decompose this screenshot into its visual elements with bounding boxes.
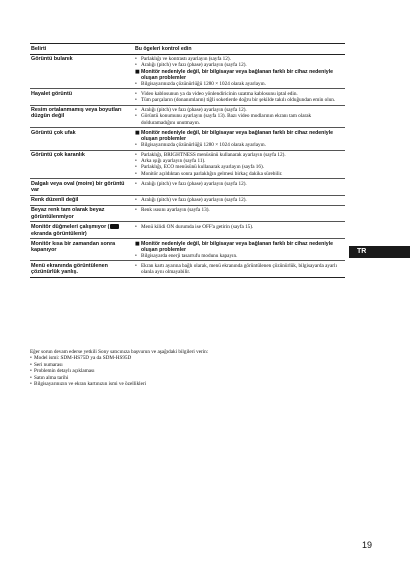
bullet-icon: • xyxy=(135,56,137,63)
check-item-text: Renk ısısını ayarlayın (sayfa 13). xyxy=(141,207,210,214)
check-item-text: Bilgisayarınızda çözünürlüğü 1280 × 1024 olarak ayarlayın. xyxy=(141,80,266,87)
table-header xyxy=(30,44,345,55)
table-row xyxy=(30,222,345,239)
table-row xyxy=(30,151,345,180)
symptom-cell: Hayalet görüntü xyxy=(31,90,73,97)
bullet-icon: • xyxy=(135,152,137,159)
check-item xyxy=(135,81,345,87)
check-item xyxy=(135,253,345,259)
troubleshooting-table xyxy=(30,43,345,278)
symptom-cell: Menü ekranında görüntülenen çözünürlük yanlış. xyxy=(31,262,108,276)
table-row xyxy=(30,261,345,276)
table-row xyxy=(30,179,345,195)
language-tab: TR xyxy=(349,246,410,258)
check-cell xyxy=(135,91,345,103)
check-item-text: Aralığı (pitch) ve fazı (phase) ayarlayın (sayfa 12). xyxy=(141,180,247,187)
check-cell xyxy=(135,107,345,126)
check-cell xyxy=(135,197,345,203)
bullet-icon: • xyxy=(135,141,137,148)
bullet-icon: • xyxy=(30,374,32,381)
bullet-icon: • xyxy=(135,170,137,177)
bullet-icon: • xyxy=(30,361,32,368)
check-item-text: Menü kilidi ON durumda ise OFF'a getirin (sayfa 15). xyxy=(141,223,254,230)
check-item xyxy=(135,142,345,148)
bullet-icon: • xyxy=(135,223,137,230)
bullet-icon: • xyxy=(135,262,137,269)
check-item-text: Parlaklığı, ECO menüsünü kullanarak ayarlayın (sayfa 16). xyxy=(141,164,265,171)
symptom-cell: Beyaz renk tam olarak beyaz görüntülenmiyor xyxy=(31,207,105,220)
check-item-text: Tüm parçaların (donanımların) tiğli soketlerde doğru bir şekilde takılı olduğundan emin olun. xyxy=(141,97,336,104)
bullet-icon: • xyxy=(135,90,137,97)
check-item-text: Arka ışığı ayarlayın (sayfa 11). xyxy=(141,158,206,165)
lock-icon xyxy=(110,224,119,229)
bullet-icon: • xyxy=(135,62,137,69)
symptom-cell: Görüntü çok karanlık xyxy=(31,152,85,159)
footer-intro: Eğer sorun devam ederse yetkili Sony satıcınıza başvurun ve aşağıdaki bilgileri verin: xyxy=(30,349,209,355)
check-item xyxy=(135,263,345,275)
bullet-icon: • xyxy=(135,158,137,165)
footer-item-text: Problemin detaylı açıklaması xyxy=(34,368,95,375)
symptom-text: Monitör düğmeleri çalışmıyor ( xyxy=(31,224,120,230)
check-cell xyxy=(135,207,345,219)
bullet-icon: • xyxy=(135,107,137,114)
check-cell xyxy=(135,224,345,237)
check-item-text: Bilgisayarınızda çözünürlüğü 1280 × 1024 olarak ayarlayın. xyxy=(141,141,266,148)
check-item-text: Parlaklığı, BRIGHTNESS menüsünü kullanarak ayarlayın (sayfa 12). xyxy=(141,152,286,159)
bullet-icon: • xyxy=(135,180,137,187)
check-item-text: Görüntü konumunu ayarlayın (sayfa 13). Bazı video modlarının ekranı tam olarak dolduramadığını unutmayın. xyxy=(141,113,312,126)
bullet-icon: • xyxy=(135,197,137,204)
page-number: 19 xyxy=(362,540,373,550)
symptom-cell: Renk düzenli değil xyxy=(31,197,79,204)
table-row xyxy=(30,239,345,261)
square-bullet-icon: ■ xyxy=(135,129,140,136)
footer-item-text: Model ismi: SDM-HS75D ya da SDM-HS95D xyxy=(34,355,132,362)
footer-item-text: Satın alma tarihi xyxy=(34,374,69,381)
check-item-text: Parlaklığı ve kontrastı ayarlayın (sayfa 12). xyxy=(141,56,231,63)
symptom-cell: Resim ortalanmamış veya boyutları düzgün değil xyxy=(31,107,122,120)
footer-item-text: Seri numarası xyxy=(34,361,63,368)
symptom-cell: Monitör düğmeleri çalışmıyor ( ekranda görüntülenir) xyxy=(30,224,135,237)
bullet-icon: • xyxy=(30,368,32,375)
footer-list xyxy=(30,355,320,387)
bullet-icon: • xyxy=(135,164,137,171)
table-row xyxy=(30,196,345,206)
bullet-icon: • xyxy=(30,355,32,362)
cause-heading xyxy=(135,130,345,142)
check-cell xyxy=(135,263,345,275)
cause-heading xyxy=(135,69,345,81)
check-item-text: Aralığı (pitch) ve fazı (phase) ayarlayın (sayfa 12). xyxy=(141,107,247,114)
check-item xyxy=(135,181,345,187)
check-item-text: Video kablosunun ya da video yönlendiricinin uzatma kablosunu iptal edin. xyxy=(141,90,298,97)
bullet-icon: • xyxy=(135,97,137,104)
square-bullet-icon: ■ xyxy=(135,68,140,75)
header-check: Bu ögeleri kontrol edin xyxy=(135,46,192,52)
check-item xyxy=(135,171,345,177)
symptom-cell: Dalgalı veya oval (moire) bir görüntü var xyxy=(31,180,125,194)
symptom-cell: Görüntü çok ufak xyxy=(31,129,76,136)
footer-item-text: Bilgisayarınızın ve ekran kartınızın ismi ve özellikleri xyxy=(34,381,147,388)
check-item-text: Bilgisayarda enerji tasarrufu modunu kapayın. xyxy=(141,252,238,259)
header-symptom: Belirti xyxy=(31,46,47,52)
check-item-text: Aralığı (pitch) ve fazı (phase) ayarlayın (sayfa 12). xyxy=(141,197,247,204)
table-row xyxy=(30,128,345,150)
check-item-text: Ekran kartı ayarına bağlı olarak, menü ekranında görüntülenen çözünürlük, bilgisayarda ayarlı olanla aynı olmayabilir. xyxy=(141,262,337,276)
check-item-text: Monitör nedeniyle değil, bir bilgisayar veya bağlanan farklı bir cihaz nedeniyle oluşan problemler xyxy=(141,129,333,142)
square-bullet-icon: ■ xyxy=(135,240,140,247)
table-row xyxy=(30,106,345,129)
symptom-cell: Görüntü bulanık xyxy=(31,56,73,63)
check-item xyxy=(135,207,345,213)
check-item xyxy=(135,97,345,103)
bullet-icon: • xyxy=(135,80,137,87)
table-body xyxy=(30,55,345,277)
check-cell xyxy=(135,130,345,148)
check-item-text: Monitör nedeniyle değil, bir bilgisayar veya bağlanan farklı bir cihaz nedeniyle oluşan problemler xyxy=(141,68,333,81)
check-cell xyxy=(135,56,345,87)
check-item xyxy=(135,224,345,230)
table-row xyxy=(30,55,345,90)
symptom-cell: Monitör kısa bir zamandan sonra kapanıyor xyxy=(31,240,116,253)
check-item-text: Monitör nedeniyle değil, bir bilgisayar veya bağlanan farklı bir cihaz nedeniyle oluşan problemler xyxy=(141,240,333,253)
table-row xyxy=(30,89,345,105)
check-item-text: Aralığı (pitch) ve fazı (phase) ayarlayın (sayfa 12). xyxy=(141,62,247,69)
check-cell xyxy=(135,152,345,177)
check-item xyxy=(135,197,345,203)
footer-notes xyxy=(30,349,320,387)
bullet-icon: • xyxy=(135,252,137,259)
table-row xyxy=(30,206,345,222)
check-cell xyxy=(135,181,345,193)
footer-list-item xyxy=(30,381,320,387)
check-cell xyxy=(135,241,345,259)
bullet-icon: • xyxy=(135,113,137,120)
check-item xyxy=(135,113,345,125)
bullet-icon: • xyxy=(135,207,137,214)
check-item-text: Monitör açıldıktan sonra parlaklığın gelmesi birkaç dakika sürebilir. xyxy=(141,170,283,177)
cause-heading xyxy=(135,241,345,253)
bullet-icon: • xyxy=(30,381,32,388)
